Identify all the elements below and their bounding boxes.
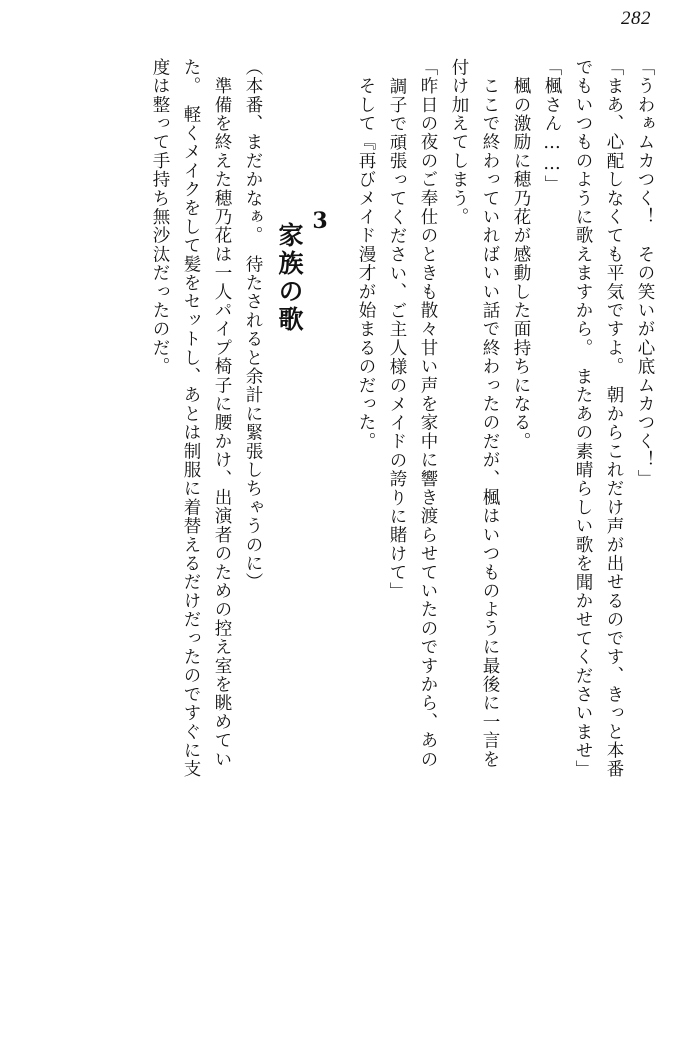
chapter-number: 3 <box>307 208 333 236</box>
text-column: 「まあ、心配しなくても平気ですよ。 朝からこれだけ声が出せるのです、きっと本番 <box>604 58 624 779</box>
text-column: 「うわぁムカつく！ その笑いが心底ムカつく！」 <box>635 58 655 489</box>
vertical-text-body <box>40 58 653 998</box>
column-spacer <box>261 58 287 68</box>
text-column: でもいつものように歌えますから。 またあの素晴らしい歌を聞かせてくださいませ」 <box>573 58 593 779</box>
text-column: そして『再びメイド漫才が始まるのだった。 <box>356 58 376 451</box>
chapter-heading <box>275 58 333 998</box>
text-column: た。 軽くメイクをして髪をセットし、あとは制服に着替えるだけだったのですぐに支 <box>181 58 201 779</box>
page-number: 282 <box>621 8 651 29</box>
text-column: 楓の激励に穂乃花が感動した面持ちになる。 <box>511 58 531 451</box>
text-column: （本番、まだかなぁ。 待たされると余計に緊張しちゃうのに） <box>243 58 263 592</box>
text-column: ここで終わっていればいい話で終わったのだが、楓はいつものように最後に一言を <box>480 58 500 769</box>
text-column: 調子で頑張ってください、ご主人様のメイドの誇りに賭けて」 <box>387 77 407 601</box>
text-column: 「昨日の夜のご奉仕のときも散々甘い声を家中に響き渡らせていたのですから、あの <box>418 58 438 769</box>
text-column: 「楓さん……」 <box>542 58 562 194</box>
text-column: 付け加えてしまう。 <box>449 58 469 227</box>
chapter-title: 家族の歌 <box>275 222 304 334</box>
text-column: 度は整って手持ち無沙汰だったのだ。 <box>150 58 170 376</box>
text-column: 準備を終えた穂乃花は一人パイプ椅子に腰かけ、出演者のための控え室を眺めてい <box>212 58 232 769</box>
